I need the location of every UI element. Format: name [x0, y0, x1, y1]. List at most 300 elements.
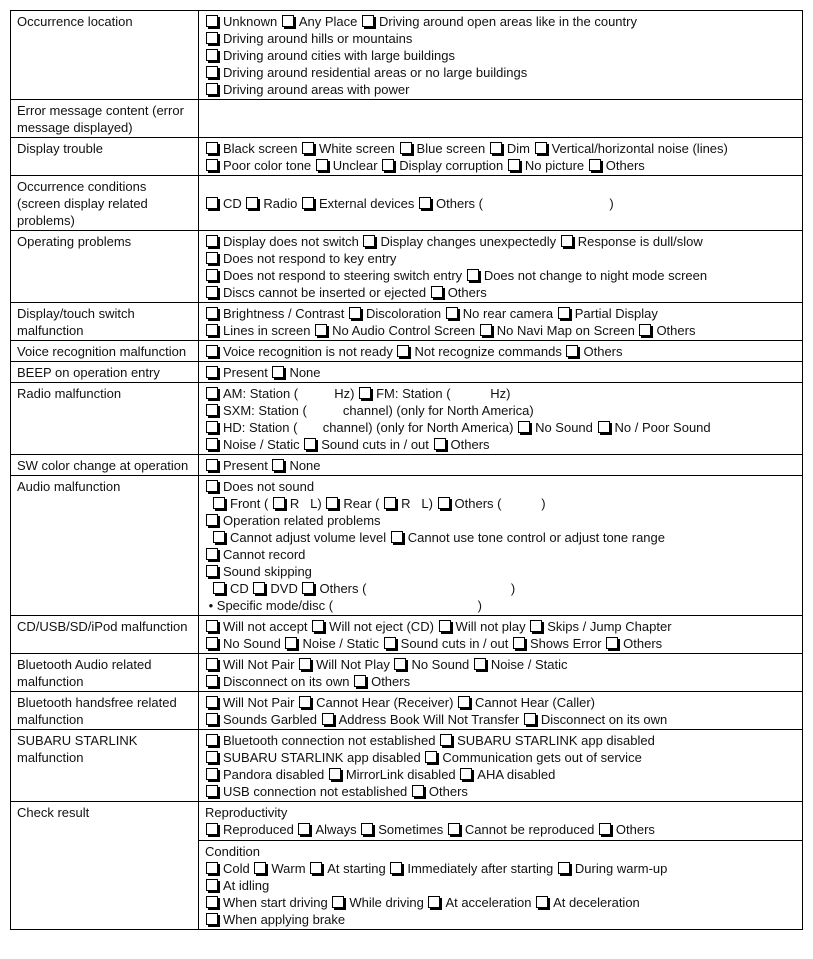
- checkbox-option[interactable]: [205, 657, 295, 672]
- row-label: CD/USB/SD/iPod malfunction: [11, 616, 199, 654]
- checkbox-icon[interactable]: [206, 896, 218, 908]
- checkbox-option[interactable]: [253, 861, 305, 876]
- checkbox-icon[interactable]: [206, 83, 218, 95]
- option-line: [205, 385, 797, 402]
- checkbox-icon[interactable]: [206, 675, 218, 687]
- option-line: [205, 546, 797, 563]
- checkbox-icon[interactable]: [530, 620, 542, 632]
- row-label: Audio malfunction: [11, 476, 199, 616]
- checkbox-icon[interactable]: [362, 15, 374, 27]
- option-line: [205, 343, 797, 360]
- checkbox-option[interactable]: [205, 234, 359, 249]
- checkbox-icon[interactable]: [425, 751, 437, 763]
- row-label: Voice recognition malfunction: [11, 341, 199, 362]
- option-line: [205, 47, 797, 64]
- checkbox-icon[interactable]: [490, 142, 502, 154]
- checkbox-option[interactable]: [535, 895, 640, 910]
- checkbox-icon[interactable]: [213, 497, 225, 509]
- option-label: MirrorLink disabled: [345, 767, 456, 782]
- checkbox-option[interactable]: [507, 158, 584, 173]
- checkbox-option[interactable]: [205, 386, 354, 401]
- checkbox-option[interactable]: [348, 306, 441, 321]
- checkbox-icon[interactable]: [460, 768, 472, 780]
- option-label: When applying brake: [223, 912, 346, 927]
- checkbox-icon[interactable]: [206, 252, 218, 264]
- checkbox-icon[interactable]: [206, 459, 218, 471]
- checkbox-option[interactable]: [638, 323, 695, 338]
- checkbox-option[interactable]: [301, 196, 414, 211]
- checkbox-icon[interactable]: [304, 438, 316, 450]
- checkbox-icon[interactable]: [326, 497, 338, 509]
- checkbox-option[interactable]: [205, 674, 349, 689]
- checkbox-option[interactable]: [557, 861, 667, 876]
- option-label: HD: Station ( channel) (only for North America): [223, 420, 514, 435]
- diagnostic-form: [10, 10, 803, 930]
- checkbox-option[interactable]: [390, 530, 665, 545]
- checkbox-icon[interactable]: [315, 324, 327, 336]
- checkbox-option[interactable]: [311, 619, 434, 634]
- checkbox-icon[interactable]: [254, 862, 266, 874]
- checkbox-option[interactable]: [438, 619, 526, 634]
- checkbox-icon[interactable]: [518, 421, 530, 433]
- checkbox-icon[interactable]: [589, 159, 601, 171]
- checkbox-option[interactable]: [479, 323, 635, 338]
- option-label: At deceleration: [553, 895, 640, 910]
- checkbox-option[interactable]: [212, 581, 249, 596]
- row-label: Check result: [11, 802, 199, 930]
- checkbox-icon[interactable]: [419, 197, 431, 209]
- checkbox-icon[interactable]: [524, 713, 536, 725]
- checkbox-icon[interactable]: [206, 404, 218, 416]
- option-label: Others ( ): [319, 581, 516, 596]
- option-line: [205, 250, 797, 267]
- checkbox-icon[interactable]: [558, 307, 570, 319]
- option-text: [310, 496, 322, 511]
- option-line: [205, 140, 797, 157]
- checkbox-icon[interactable]: [566, 345, 578, 357]
- checkbox-option[interactable]: [512, 636, 602, 651]
- checkbox-option[interactable]: [205, 861, 250, 876]
- checkbox-icon[interactable]: [431, 286, 443, 298]
- option-line: [205, 911, 797, 928]
- checkbox-option[interactable]: [358, 386, 510, 401]
- checkbox-icon[interactable]: [599, 823, 611, 835]
- checkbox-icon[interactable]: [299, 658, 311, 670]
- checkbox-option[interactable]: [272, 496, 307, 511]
- checkbox-icon[interactable]: [312, 620, 324, 632]
- option-label: Pandora disabled: [223, 767, 325, 782]
- option-label: SXM: Station ( channel) (only for North America): [223, 403, 534, 418]
- option-label: Dim: [506, 141, 530, 156]
- checkbox-icon[interactable]: [428, 896, 440, 908]
- option-label: Display changes unexpectedly: [380, 234, 557, 249]
- checkbox-icon[interactable]: [206, 751, 218, 763]
- checkbox-option[interactable]: [205, 636, 281, 651]
- checkbox-icon[interactable]: [440, 734, 452, 746]
- checkbox-icon[interactable]: [458, 696, 470, 708]
- option-label: Others: [623, 636, 663, 651]
- checkbox-icon[interactable]: [272, 459, 284, 471]
- checkbox-icon[interactable]: [322, 713, 334, 725]
- checkbox-icon[interactable]: [206, 658, 218, 670]
- checkbox-option[interactable]: [534, 141, 728, 156]
- checkbox-option[interactable]: [205, 750, 421, 765]
- checkbox-icon[interactable]: [206, 307, 218, 319]
- checkbox-icon[interactable]: [412, 785, 424, 797]
- option-label: Display does not switch: [223, 234, 359, 249]
- checkbox-option[interactable]: [383, 636, 509, 651]
- checkbox-icon[interactable]: [302, 197, 314, 209]
- checkbox-option[interactable]: [430, 285, 487, 300]
- checkbox-option[interactable]: [205, 895, 328, 910]
- option-label: Driving around residential areas or no large buildings: [223, 65, 528, 80]
- checkbox-option[interactable]: [205, 285, 426, 300]
- checkbox-icon[interactable]: [206, 713, 218, 725]
- checkbox-option[interactable]: [205, 14, 277, 29]
- option-line: [205, 30, 797, 47]
- checkbox-option[interactable]: [598, 822, 655, 837]
- checkbox-icon[interactable]: [272, 366, 284, 378]
- checkbox-option[interactable]: [205, 619, 308, 634]
- checkbox-icon[interactable]: [206, 345, 218, 357]
- checkbox-option[interactable]: [360, 822, 443, 837]
- form-row-bluetooth-handsfree-related-malfunction: [11, 692, 803, 730]
- form-row-beep-on-operation-entry: [11, 362, 803, 383]
- checkbox-icon[interactable]: [253, 582, 265, 594]
- checkbox-option[interactable]: [205, 479, 314, 494]
- checkbox-option[interactable]: [411, 784, 468, 799]
- checkbox-icon[interactable]: [206, 862, 218, 874]
- checkbox-icon[interactable]: [206, 366, 218, 378]
- checkbox-icon[interactable]: [606, 637, 618, 649]
- checkbox-option[interactable]: [328, 767, 456, 782]
- checkbox-option[interactable]: [361, 14, 637, 29]
- option-line: [205, 877, 797, 894]
- checkbox-option[interactable]: [205, 513, 381, 528]
- checkbox-option[interactable]: [205, 196, 242, 211]
- checkbox-icon[interactable]: [354, 675, 366, 687]
- checkbox-icon[interactable]: [361, 823, 373, 835]
- checkbox-icon[interactable]: [206, 269, 218, 281]
- checkbox-icon[interactable]: [598, 421, 610, 433]
- checkbox-icon[interactable]: [206, 66, 218, 78]
- checkbox-option[interactable]: [205, 48, 455, 63]
- checkbox-option[interactable]: [439, 733, 655, 748]
- option-line: [205, 364, 797, 381]
- checkbox-option[interactable]: [588, 158, 645, 173]
- option-label: Always: [315, 822, 357, 837]
- checkbox-option[interactable]: [459, 767, 555, 782]
- checkbox-option[interactable]: [314, 323, 475, 338]
- option-label: Display corruption: [399, 158, 504, 173]
- checkbox-icon[interactable]: [206, 734, 218, 746]
- row-options: [199, 730, 803, 802]
- option-line: [205, 13, 797, 30]
- checkbox-option[interactable]: [205, 268, 462, 283]
- checkbox-option[interactable]: [437, 496, 546, 511]
- option-label: Will Not Pair: [223, 657, 295, 672]
- row-label: Operating problems: [11, 231, 199, 303]
- checkbox-option[interactable]: [557, 306, 658, 321]
- option-label: Unclear: [332, 158, 378, 173]
- checkbox-option[interactable]: [331, 895, 423, 910]
- checkbox-option[interactable]: [205, 344, 393, 359]
- form-row-voice-recognition-malfunction: [11, 341, 803, 362]
- checkbox-icon[interactable]: [558, 862, 570, 874]
- option-label: Present: [223, 458, 268, 473]
- checkbox-icon[interactable]: [206, 768, 218, 780]
- checkbox-icon[interactable]: [316, 159, 328, 171]
- checkbox-option[interactable]: [205, 912, 345, 927]
- option-label: Does not respond to steering switch entry: [223, 268, 463, 283]
- checkbox-option[interactable]: [205, 564, 312, 579]
- checkbox-option[interactable]: [297, 822, 356, 837]
- checkbox-option[interactable]: [252, 581, 297, 596]
- checkbox-option[interactable]: [205, 437, 300, 452]
- checkbox-icon[interactable]: [302, 142, 314, 154]
- checkbox-option[interactable]: [205, 547, 305, 562]
- option-label: Address Book Will Not Transfer: [338, 712, 520, 727]
- option-line: [205, 732, 797, 749]
- option-text: [205, 844, 260, 859]
- option-label: Others: [428, 784, 468, 799]
- checkbox-option[interactable]: [205, 323, 310, 338]
- row-options: [199, 231, 803, 303]
- checkbox-icon[interactable]: [206, 142, 218, 154]
- checkbox-icon[interactable]: [394, 658, 406, 670]
- checkbox-icon[interactable]: [206, 159, 218, 171]
- checkbox-icon[interactable]: [302, 582, 314, 594]
- checkbox-option[interactable]: [205, 822, 294, 837]
- form-row-cd-usb-sd-ipod-malfunction: [11, 616, 803, 654]
- option-label: White screen: [319, 141, 395, 156]
- checkbox-icon[interactable]: [206, 565, 218, 577]
- checkbox-icon[interactable]: [206, 879, 218, 891]
- option-line: [205, 749, 797, 766]
- option-label: L): [421, 496, 433, 511]
- checkbox-option[interactable]: [301, 581, 515, 596]
- checkbox-icon[interactable]: [206, 696, 218, 708]
- checkbox-icon[interactable]: [206, 324, 218, 336]
- checkbox-option[interactable]: [565, 344, 622, 359]
- checkbox-icon[interactable]: [467, 269, 479, 281]
- checkbox-option[interactable]: [298, 657, 390, 672]
- checkbox-option[interactable]: [424, 750, 641, 765]
- checkbox-option[interactable]: [447, 822, 594, 837]
- option-line: [205, 233, 797, 250]
- option-label: USB connection not established: [223, 784, 408, 799]
- option-label: Driving around areas with power: [223, 82, 410, 97]
- checkbox-option[interactable]: [517, 420, 593, 435]
- checkbox-icon[interactable]: [206, 438, 218, 450]
- checkbox-icon[interactable]: [206, 49, 218, 61]
- option-label: Others: [615, 822, 655, 837]
- option-label: L): [310, 496, 322, 511]
- checkbox-icon[interactable]: [213, 582, 225, 594]
- checkbox-option[interactable]: [205, 251, 396, 266]
- checkbox-option[interactable]: [303, 437, 429, 452]
- checkbox-option[interactable]: [523, 712, 667, 727]
- checkbox-icon[interactable]: [206, 620, 218, 632]
- checkbox-icon[interactable]: [213, 531, 225, 543]
- option-text: [421, 496, 433, 511]
- checkbox-option[interactable]: [205, 733, 436, 748]
- checkbox-option[interactable]: [271, 365, 320, 380]
- checkbox-icon[interactable]: [206, 387, 218, 399]
- checkbox-option[interactable]: [298, 695, 453, 710]
- checkbox-icon[interactable]: [513, 637, 525, 649]
- checkbox-option[interactable]: [396, 344, 561, 359]
- checkbox-option[interactable]: [205, 365, 268, 380]
- checkbox-icon[interactable]: [434, 438, 446, 450]
- checkbox-icon[interactable]: [206, 823, 218, 835]
- option-label: Sound cuts in / out: [400, 636, 509, 651]
- checkbox-icon[interactable]: [273, 497, 285, 509]
- checkbox-option[interactable]: [597, 420, 711, 435]
- checkbox-option[interactable]: [205, 65, 527, 80]
- checkbox-option[interactable]: [529, 619, 671, 634]
- checkbox-option[interactable]: [325, 496, 379, 511]
- checkbox-option[interactable]: [212, 496, 268, 511]
- checkbox-icon[interactable]: [349, 307, 361, 319]
- checkbox-option[interactable]: [212, 530, 386, 545]
- option-label: Rear (: [343, 496, 380, 511]
- option-label: Vertical/horizontal noise (lines): [551, 141, 728, 156]
- checkbox-option[interactable]: [284, 636, 379, 651]
- checkbox-icon[interactable]: [298, 823, 310, 835]
- checkbox-option[interactable]: [205, 767, 324, 782]
- checkbox-icon[interactable]: [474, 658, 486, 670]
- checkbox-icon[interactable]: [206, 235, 218, 247]
- option-label: Cannot adjust volume level: [230, 530, 387, 545]
- checkbox-option[interactable]: [427, 895, 531, 910]
- checkbox-option[interactable]: [205, 458, 268, 473]
- checkbox-option[interactable]: [205, 141, 297, 156]
- checkbox-icon[interactable]: [329, 768, 341, 780]
- checkbox-icon[interactable]: [206, 913, 218, 925]
- checkbox-icon[interactable]: [397, 345, 409, 357]
- checkbox-icon[interactable]: [206, 514, 218, 526]
- checkbox-icon[interactable]: [206, 480, 218, 492]
- checkbox-option[interactable]: [353, 674, 410, 689]
- option-label: None: [289, 365, 321, 380]
- checkbox-option[interactable]: [399, 141, 486, 156]
- checkbox-option[interactable]: [309, 861, 386, 876]
- checkbox-option[interactable]: [281, 14, 358, 29]
- checkbox-option[interactable]: [321, 712, 520, 727]
- checkbox-option[interactable]: [205, 784, 407, 799]
- checkbox-option[interactable]: [362, 234, 556, 249]
- checkbox-option[interactable]: [205, 403, 534, 418]
- checkbox-option[interactable]: [245, 196, 297, 211]
- option-label: No rear camera: [462, 306, 554, 321]
- checkbox-option[interactable]: [389, 861, 553, 876]
- checkbox-option[interactable]: [433, 437, 490, 452]
- checkbox-icon[interactable]: [561, 235, 573, 247]
- checkbox-option[interactable]: [205, 420, 513, 435]
- checkbox-icon[interactable]: [206, 32, 218, 44]
- checkbox-icon[interactable]: [446, 307, 458, 319]
- checkbox-option[interactable]: [605, 636, 662, 651]
- checkbox-icon[interactable]: [390, 862, 402, 874]
- row-options: [199, 654, 803, 692]
- checkbox-icon[interactable]: [285, 637, 297, 649]
- checkbox-option[interactable]: [205, 878, 269, 893]
- option-line: [205, 457, 797, 474]
- checkbox-icon[interactable]: [382, 159, 394, 171]
- checkbox-icon[interactable]: [536, 896, 548, 908]
- row-label: Occurrence location: [11, 11, 199, 100]
- checkbox-option[interactable]: [489, 141, 530, 156]
- checkbox-option[interactable]: [473, 657, 568, 672]
- checkbox-option[interactable]: [381, 158, 503, 173]
- checkbox-icon[interactable]: [508, 159, 520, 171]
- option-label: No / Poor Sound: [614, 420, 711, 435]
- checkbox-icon[interactable]: [359, 387, 371, 399]
- form-row-sw-color-change-at-operation: [11, 455, 803, 476]
- option-label: Cannot be reproduced: [464, 822, 595, 837]
- checkbox-icon[interactable]: [310, 862, 322, 874]
- checkbox-icon[interactable]: [639, 324, 651, 336]
- checkbox-option[interactable]: [205, 82, 409, 97]
- checkbox-icon[interactable]: [391, 531, 403, 543]
- option-line: [205, 284, 797, 301]
- checkbox-icon[interactable]: [363, 235, 375, 247]
- checkbox-option[interactable]: [205, 695, 295, 710]
- checkbox-option[interactable]: [205, 306, 344, 321]
- checkbox-option[interactable]: [457, 695, 595, 710]
- option-line: [205, 635, 797, 652]
- checkbox-icon[interactable]: [206, 421, 218, 433]
- checkbox-option[interactable]: [205, 158, 311, 173]
- checkbox-icon[interactable]: [439, 620, 451, 632]
- checkbox-option[interactable]: [560, 234, 703, 249]
- checkbox-icon[interactable]: [448, 823, 460, 835]
- checkbox-icon[interactable]: [206, 637, 218, 649]
- checkbox-icon[interactable]: [206, 785, 218, 797]
- checkbox-icon[interactable]: [206, 286, 218, 298]
- checkbox-icon[interactable]: [384, 637, 396, 649]
- checkbox-icon[interactable]: [246, 197, 258, 209]
- checkbox-icon[interactable]: [384, 497, 396, 509]
- checkbox-option[interactable]: [393, 657, 469, 672]
- form-row-error-message-content-error-message-disp: [11, 100, 803, 138]
- checkbox-option[interactable]: [205, 31, 412, 46]
- row-label: Error message content (error message displayed): [11, 100, 199, 138]
- checkbox-icon[interactable]: [282, 15, 294, 27]
- checkbox-icon[interactable]: [206, 15, 218, 27]
- checkbox-icon[interactable]: [332, 896, 344, 908]
- option-label: Immediately after starting: [407, 861, 554, 876]
- checkbox-icon[interactable]: [206, 197, 218, 209]
- row-label: Bluetooth Audio related malfunction: [11, 654, 199, 692]
- checkbox-option[interactable]: [383, 496, 418, 511]
- checkbox-option[interactable]: [315, 158, 378, 173]
- checkbox-icon[interactable]: [206, 548, 218, 560]
- checkbox-icon[interactable]: [480, 324, 492, 336]
- checkbox-option[interactable]: [271, 458, 320, 473]
- option-label: Others: [605, 158, 645, 173]
- checkbox-icon[interactable]: [400, 142, 412, 154]
- checkbox-option[interactable]: [466, 268, 707, 283]
- checkbox-option[interactable]: [301, 141, 395, 156]
- checkbox-icon[interactable]: [438, 497, 450, 509]
- checkbox-icon[interactable]: [535, 142, 547, 154]
- checkbox-icon[interactable]: [299, 696, 311, 708]
- checkbox-option[interactable]: [445, 306, 553, 321]
- checkbox-option[interactable]: [418, 196, 614, 211]
- checkbox-option[interactable]: [205, 712, 317, 727]
